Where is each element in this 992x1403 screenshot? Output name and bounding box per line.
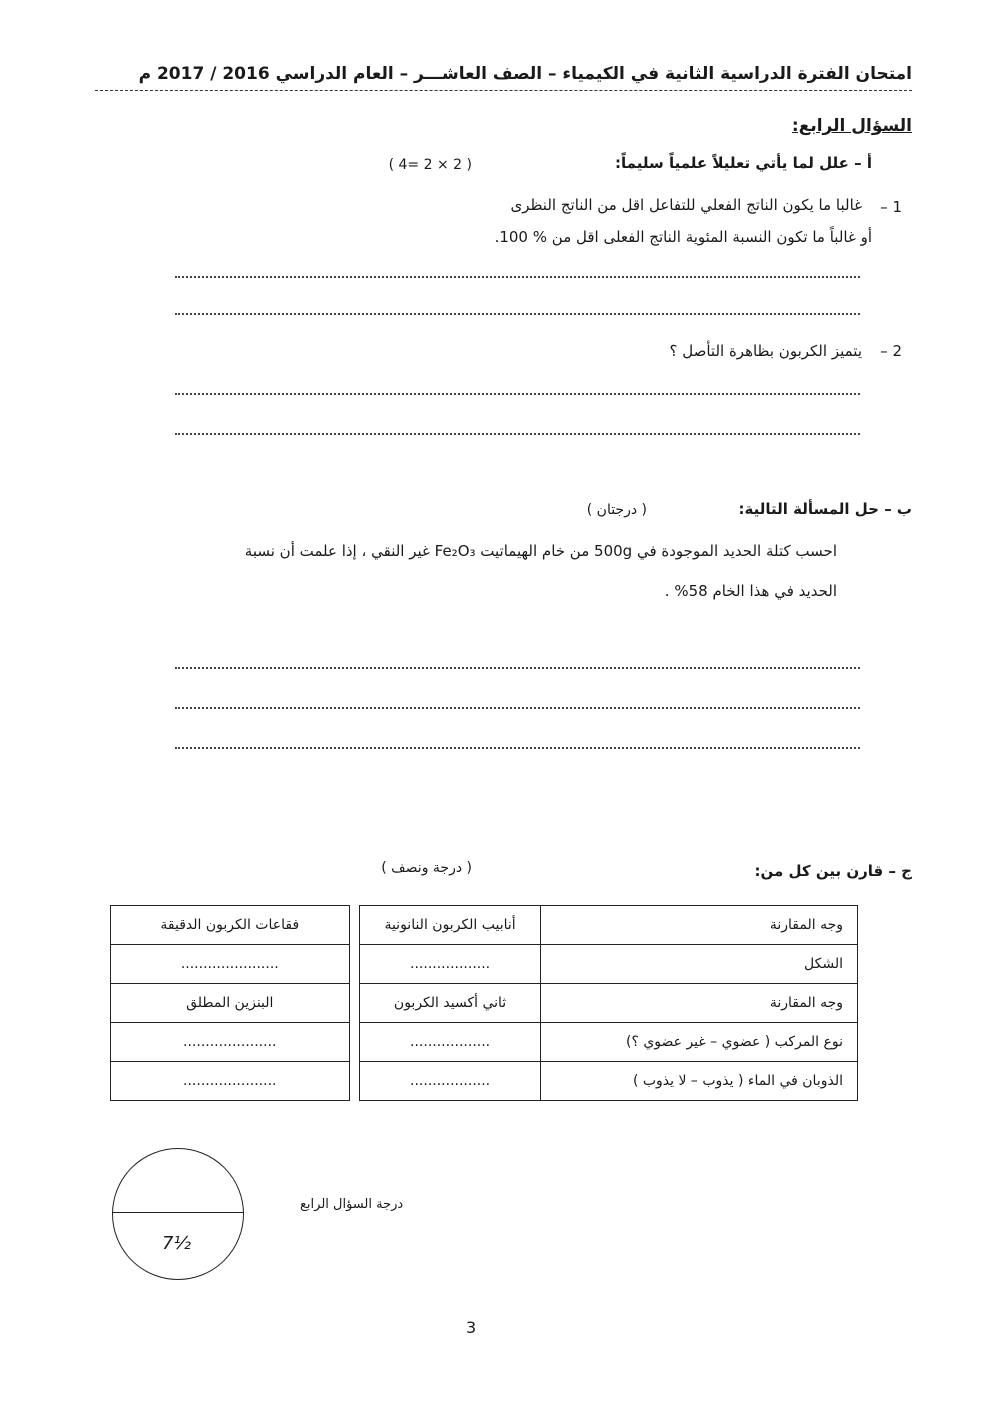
table-cell: ..................... [111, 1062, 350, 1101]
score-value: 7½ [162, 1233, 191, 1254]
answer-line [175, 313, 860, 315]
table-cell: الشكل [541, 945, 858, 984]
part-a-q1-line2: أو غالباً ما تكون النسبة المئوية الناتج الفعلى اقل من % 100. [494, 228, 872, 246]
table-cell: .................. [360, 945, 541, 984]
part-a-marks: ( 2 × 2 =4 ) [388, 157, 472, 173]
table-cell: ...................... [111, 945, 350, 984]
part-a-q1-line1: غالبا ما يكون الناتج الفعلي للتفاعل اقل من الناتج النظرى [510, 196, 862, 214]
answer-line [175, 433, 860, 435]
table-cell: البنزين المطلق [111, 984, 350, 1023]
table-spacer [349, 1023, 360, 1062]
part-a-label: أ – علل لما يأتي تعليلاً علمياً سليماً: [615, 154, 872, 172]
answer-line [175, 667, 860, 669]
table-spacer [349, 906, 360, 945]
answer-line [175, 393, 860, 395]
table-cell: .................. [360, 1062, 541, 1101]
table-cell: الذوبان في الماء ( يذوب – لا يذوب ) [541, 1062, 858, 1101]
table-header-cell: أنابيب الكربون النانونية [360, 906, 541, 945]
table-row [111, 1023, 858, 1062]
part-a-q2-number: 2 – [880, 342, 902, 360]
section-title: السؤال الرابع: [791, 116, 912, 136]
table-header-cell: فقاعات الكربون الدقيقة [111, 906, 350, 945]
table-cell: وجه المقارنة [541, 984, 858, 1023]
part-b-marks: ( درجتان ) [586, 502, 647, 518]
table-spacer [349, 945, 360, 984]
table-cell: نوع المركب ( عضوي – غير عضوي ؟) [541, 1023, 858, 1062]
header-divider [95, 90, 912, 91]
part-a-q1-number: 1 – [880, 198, 902, 216]
table-cell: .................. [360, 1023, 541, 1062]
table-header-row [111, 906, 858, 945]
table-cell: ..................... [111, 1023, 350, 1062]
answer-line [175, 707, 860, 709]
score-label: درجة السؤال الرابع [300, 1197, 404, 1212]
score-circle [112, 1148, 244, 1280]
part-b-label: ب – حل المسألة التالية: [738, 500, 912, 518]
page-number: 3 [466, 1318, 477, 1337]
part-c-marks: ( درجة ونصف ) [381, 860, 472, 876]
table-cell: ثاني أكسيد الكربون [360, 984, 541, 1023]
answer-line [175, 747, 860, 749]
table-header-cell: وجه المقارنة [541, 906, 858, 945]
score-circle-divider [112, 1212, 244, 1213]
answer-line [175, 276, 860, 278]
table-row [111, 1062, 858, 1101]
table-row [111, 945, 858, 984]
table-spacer [349, 984, 360, 1023]
part-a-q2-text: يتميز الكربون بظاهرة التأصل ؟ [669, 342, 862, 360]
table-row [111, 984, 858, 1023]
table-spacer [349, 1062, 360, 1101]
part-b-line1: احسب كتلة الحديد الموجودة في 500g من خام الهيماتيت Fe₂O₃ غير النقي ، إذا علمت أن نسبة [244, 542, 837, 560]
part-b-line2: الحديد في هذا الخام 58% . [664, 582, 837, 600]
part-c-label: ج – قارن بين كل من: [754, 862, 912, 880]
comparison-table [110, 905, 858, 1101]
exam-header-title: امتحان الفترة الدراسية الثانية في الكيمياء – الصف العاشـــر – العام الدراسي 2016 / 2017 م [138, 64, 912, 84]
